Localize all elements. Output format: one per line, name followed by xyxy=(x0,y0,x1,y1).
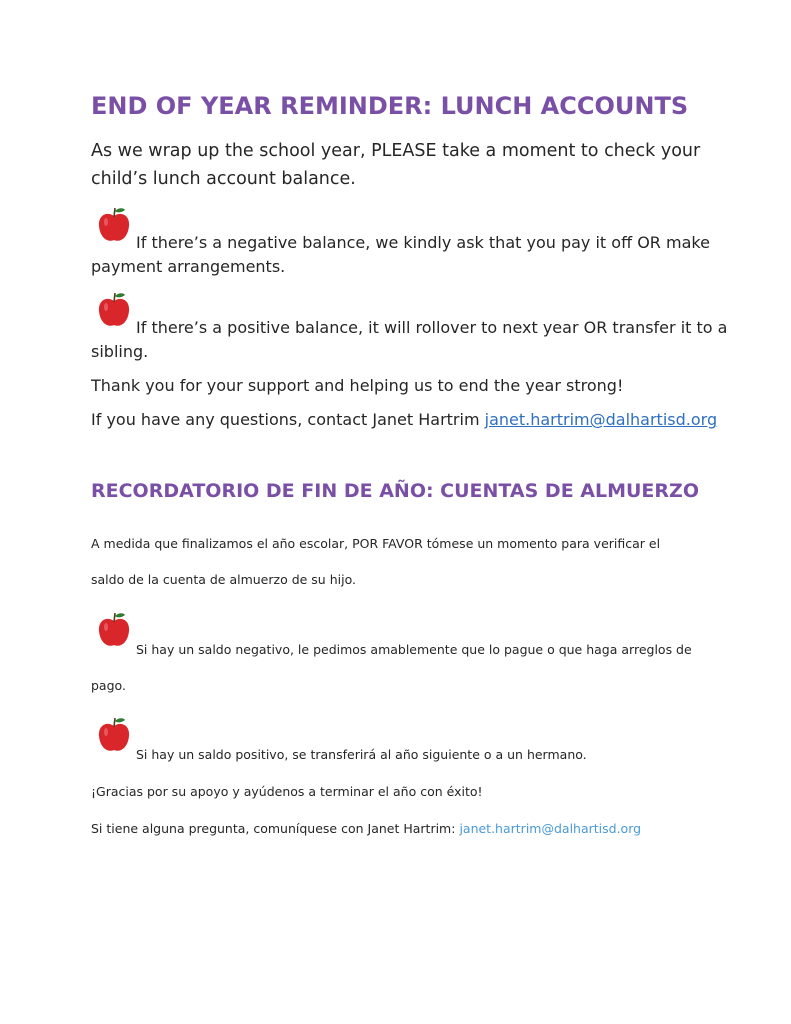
english-contact xyxy=(91,410,717,429)
apple-icon xyxy=(97,291,131,329)
english-negative-line1: If there’s a negative balance, we kindly ask that you pay it off OR make xyxy=(136,233,710,252)
english-intro-line1: As we wrap up the school year, PLEASE take a moment to check your xyxy=(91,141,701,161)
apple-icon xyxy=(97,716,131,754)
english-thanks: Thank you for your support and helping us to end the year strong! xyxy=(91,376,624,395)
english-positive-line1: If there’s a positive balance, it will rollover to next year OR transfer it to a xyxy=(136,318,728,337)
english-contact-text: If you have any questions, contact Janet Hartrim xyxy=(91,410,480,429)
spanish-intro-line2: saldo de la cuenta de almuerzo de su hijo. xyxy=(91,572,356,587)
spanish-contact-email-link[interactable]: janet.hartrim@dalhartisd.org xyxy=(459,821,642,836)
english-negative-line2: payment arrangements. xyxy=(91,257,286,276)
english-title: END OF YEAR REMINDER: LUNCH ACCOUNTS xyxy=(91,92,689,120)
spanish-contact xyxy=(91,821,641,836)
spanish-negative-line1: Si hay un saldo negativo, le pedimos amablemente que lo pague o que haga arreglos de xyxy=(136,642,692,657)
apple-icon xyxy=(97,206,131,244)
spanish-contact-text: Si tiene alguna pregunta, comuníquese con Janet Hartrim: xyxy=(91,821,456,836)
english-contact-email-link[interactable]: janet.hartrim@dalhartisd.org xyxy=(484,410,718,429)
spanish-negative-line2: pago. xyxy=(91,678,126,693)
spanish-thanks: ¡Gracias por su apoyo y ayúdenos a terminar el año con éxito! xyxy=(91,784,483,799)
english-positive-line2: sibling. xyxy=(91,342,149,361)
spanish-positive-line1: Si hay un saldo positivo, se transferirá al año siguiente o a un hermano. xyxy=(136,747,587,762)
apple-icon xyxy=(97,611,131,649)
spanish-title: RECORDATORIO DE FIN DE AÑO: CUENTAS DE ALMUERZO xyxy=(91,480,699,502)
english-intro-line2: child’s lunch account balance. xyxy=(91,169,356,189)
spanish-intro-line1: A medida que finalizamos el año escolar, POR FAVOR tómese un momento para verificar el xyxy=(91,536,661,551)
